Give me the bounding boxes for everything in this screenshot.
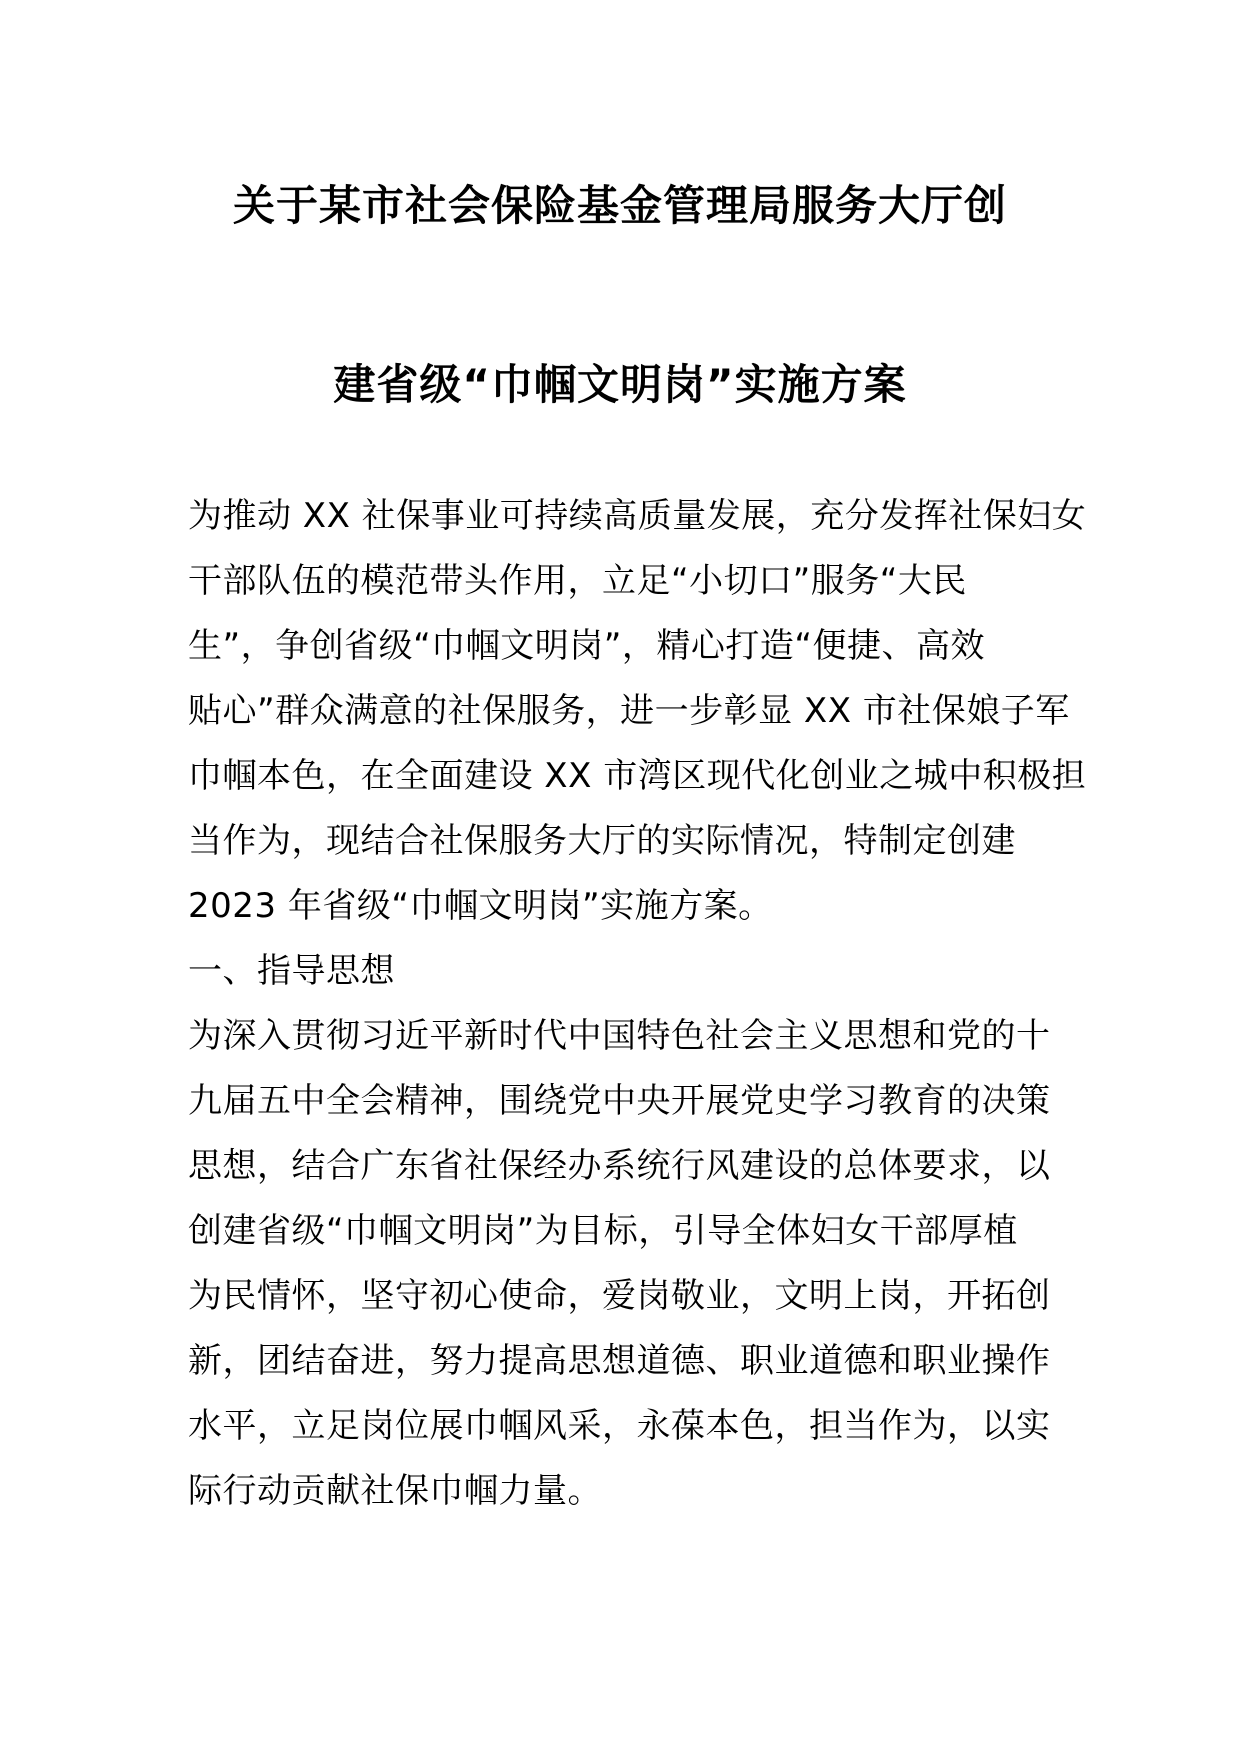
body-line-15: 水平，立足岗位展巾帼风采，永葆本色，担当作为，以实 — [188, 1406, 1051, 1446]
body-line-14: 新，团结奋进，努力提高思想道德、职业道德和职业操作 — [188, 1341, 1051, 1381]
body-line-2: 干部队伍的模范带头作用，立足“小切口”服务“大民 — [188, 561, 967, 601]
body-line-3: 生”，争创省级“巾帼文明岗”，精心打造“便捷、高效 — [188, 626, 985, 666]
body-line-12: 创建省级“巾帼文明岗”为目标，引导全体妇女干部厚植 — [188, 1211, 1018, 1251]
body-line-7: 2023 年省级“巾帼文明岗”实施方案。 — [188, 886, 773, 926]
body-line-9: 为深入贯彻习近平新时代中国特色社会主义思想和党的十 — [188, 1016, 1051, 1056]
body-line-5: 巾帼本色，在全面建设 XX 市湾区现代化创业之城中积极担 — [188, 756, 1087, 796]
body-line-10: 九届五中全会精神，围绕党中央开展党史学习教育的决策 — [188, 1081, 1051, 1121]
document-title-line-2: 建省级“巾帼文明岗”实施方案 — [333, 360, 907, 409]
body-line-16: 际行动贡献社保巾帼力量。 — [188, 1471, 602, 1511]
body-line-1: 为推动 XX 社保事业可持续高质量发展，充分发挥社保妇女 — [188, 496, 1087, 536]
body-line-6: 当作为，现结合社保服务大厅的实际情况，特制定创建 — [188, 821, 1016, 861]
body-line-11: 思想，结合广东省社保经办系统行风建设的总体要求，以 — [188, 1146, 1051, 1186]
section-heading-guiding-thought: 一、指导思想 — [188, 951, 395, 991]
body-line-13: 为民情怀，坚守初心使命，爱岗敬业，文明上岗，开拓创 — [188, 1276, 1051, 1316]
body-line-4: 贴心”群众满意的社保服务，进一步彰显 XX 市社保娘子军 — [188, 691, 1070, 731]
document-title-line-1: 关于某市社会保险基金管理局服务大厅创 — [232, 181, 1007, 230]
